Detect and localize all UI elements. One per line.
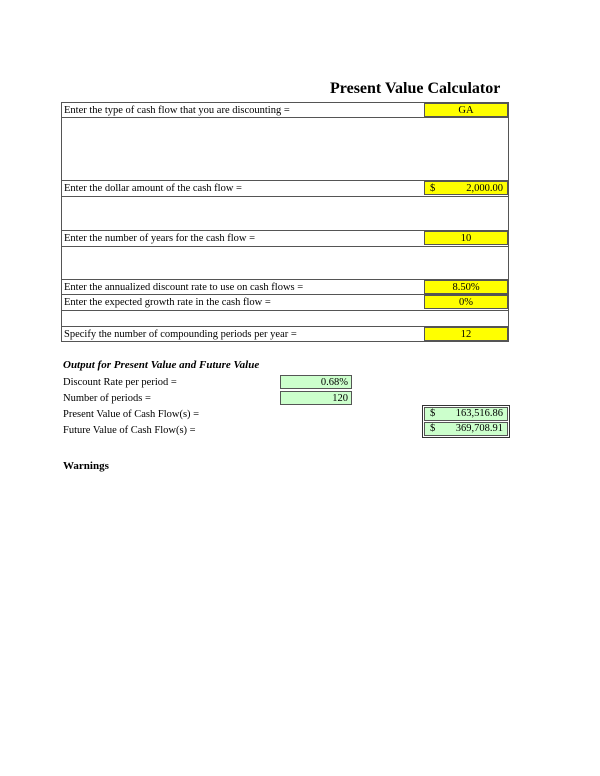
row-divider <box>61 117 509 118</box>
years-label: Enter the number of years for the cash flow = <box>64 233 256 244</box>
dollar-amount-value: 2,000.00 <box>466 183 503 194</box>
present-value-amount: 163,516.86 <box>455 408 503 419</box>
future-value-cell <box>424 422 508 436</box>
growth-rate-input[interactable]: 0% <box>424 295 508 309</box>
discount-rate-input[interactable]: 8.50% <box>424 280 508 294</box>
num-periods-label: Number of periods = <box>63 393 151 404</box>
rate-per-period-value: 0.68% <box>280 375 352 389</box>
row-divider <box>61 246 509 247</box>
future-value-amount: 369,708.91 <box>455 423 503 434</box>
present-value-cell <box>424 407 508 421</box>
cash-flow-type-input[interactable]: GA <box>424 103 508 117</box>
growth-rate-label: Enter the expected growth rate in the cash flow = <box>64 297 271 308</box>
output-title: Output for Present Value and Future Value <box>63 359 260 371</box>
dollar-amount-input[interactable] <box>424 181 508 195</box>
rate-per-period-label: Discount Rate per period = <box>63 377 177 388</box>
currency-symbol: $ <box>430 408 436 419</box>
page-title: Present Value Calculator <box>330 80 501 97</box>
dollar-amount-label: Enter the dollar amount of the cash flow = <box>64 183 242 194</box>
row-divider <box>61 196 509 197</box>
compounding-label: Specify the number of compounding periods per year = <box>64 329 297 340</box>
currency-symbol: $ <box>430 423 436 434</box>
currency-symbol: $ <box>430 183 436 194</box>
compounding-input[interactable]: 12 <box>424 327 508 341</box>
row-divider <box>61 310 509 311</box>
present-value-label: Present Value of Cash Flow(s) = <box>63 409 200 420</box>
warnings-title: Warnings <box>63 460 109 472</box>
num-periods-value: 120 <box>280 391 352 405</box>
discount-rate-label: Enter the annualized discount rate to use on cash flows = <box>64 282 304 293</box>
cash-flow-type-label: Enter the type of cash flow that you are discounting = <box>64 105 290 116</box>
future-value-label: Future Value of Cash Flow(s) = <box>63 425 196 436</box>
years-input[interactable]: 10 <box>424 231 508 245</box>
